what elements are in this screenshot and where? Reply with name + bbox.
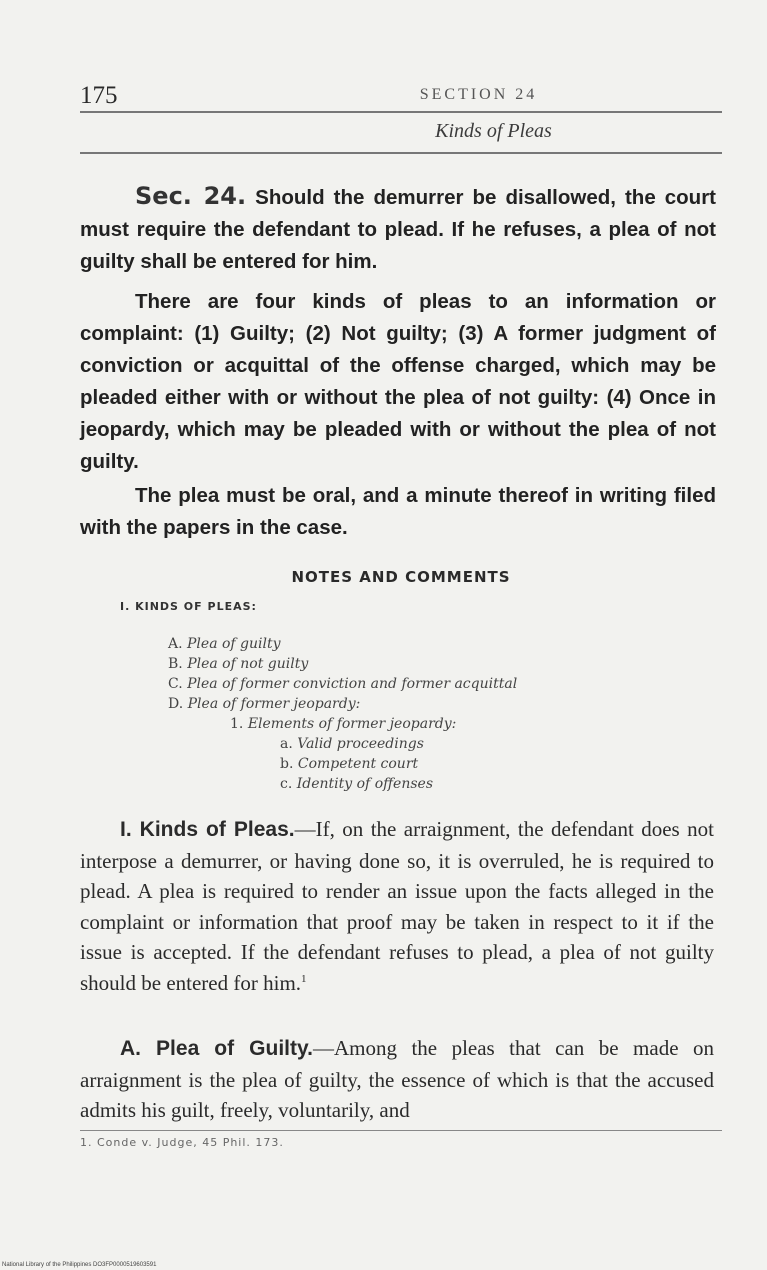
footnote: 1. Conde v. Judge, 45 Phil. 173.	[80, 1136, 284, 1149]
outline-item: B. Plea of not guilty	[168, 656, 309, 672]
section-24-paragraph-3: The plea must be oral, and a minute thereof in writing filed with the papers in the case.	[80, 484, 716, 539]
body-paragraph-1: I. Kinds of Pleas.—If, on the arraignment, the defendant does not interpose a demurrer, or having done so, it is overruled, he is required to plead. A plea is required to render an issue upon the facts alleged in the complaint or information that proof may be taken in respect to it if the issue is accepted. If the defendant refuses to plead, a plea of not guilty should be entered for him.$^1$	[80, 817, 714, 995]
run-in-heading: A. Plea of Guilty.	[120, 1037, 313, 1060]
outline-item: D. Plea of former jeopardy:	[168, 696, 361, 712]
footnote-rule	[80, 1130, 722, 1131]
outline-heading: I. KINDS OF PLEAS:	[120, 600, 257, 613]
body-paragraph-2: A. Plea of Guilty.—Among the pleas that can be made on arraignment is the plea of guilty, the essence of which is that the accused admits his guilt, freely, voluntarily, and	[80, 1036, 714, 1122]
page-subtitle: Kinds of Pleas	[435, 120, 552, 142]
outline-item: c. Identity of offenses	[280, 776, 433, 792]
header-rule	[80, 111, 722, 113]
section-24-paragraph-1: Sec. 24. Should the demurrer be disallowed, the court must require the defendant to plead. If he refuses, a plea of not guilty shall be entered for him.	[80, 182, 717, 273]
section-24-text	[80, 180, 716, 278]
section-heading: SECTION 24	[419, 86, 538, 103]
outline-item: b. Competent court	[280, 756, 419, 772]
subtitle-rule	[80, 152, 722, 154]
page-number: 175	[80, 82, 118, 109]
kinds-of-pleas-text	[80, 814, 714, 998]
notes-heading: NOTES AND COMMENTS	[291, 568, 511, 586]
outline-item: a. Valid proceedings	[280, 736, 424, 752]
outline-item: A. Plea of guilty	[168, 636, 281, 652]
scan-metadata: National Library of the Philippines DO3FP0000519603591	[2, 1262, 157, 1268]
outline-list	[0, 634, 767, 794]
outline-item: 1. Elements of former jeopardy:	[230, 716, 457, 732]
section-label: Sec. 24.	[135, 182, 247, 210]
footnote-marker: 1	[301, 972, 307, 985]
run-in-heading: I. Kinds of Pleas.	[120, 818, 295, 841]
outline-item: C. Plea of former conviction and former acquittal	[168, 676, 518, 692]
section-24-paragraph-2: There are four kinds of pleas to an information or complaint: (1) Guilty; (2) Not guilty; (3) A former judgment of conviction or acquittal of the offense charged, which may be pleaded either with or without the plea of not guilty: (4) Once in jeopardy, which may be pleaded with or without the plea of not guilty.	[80, 290, 716, 473]
